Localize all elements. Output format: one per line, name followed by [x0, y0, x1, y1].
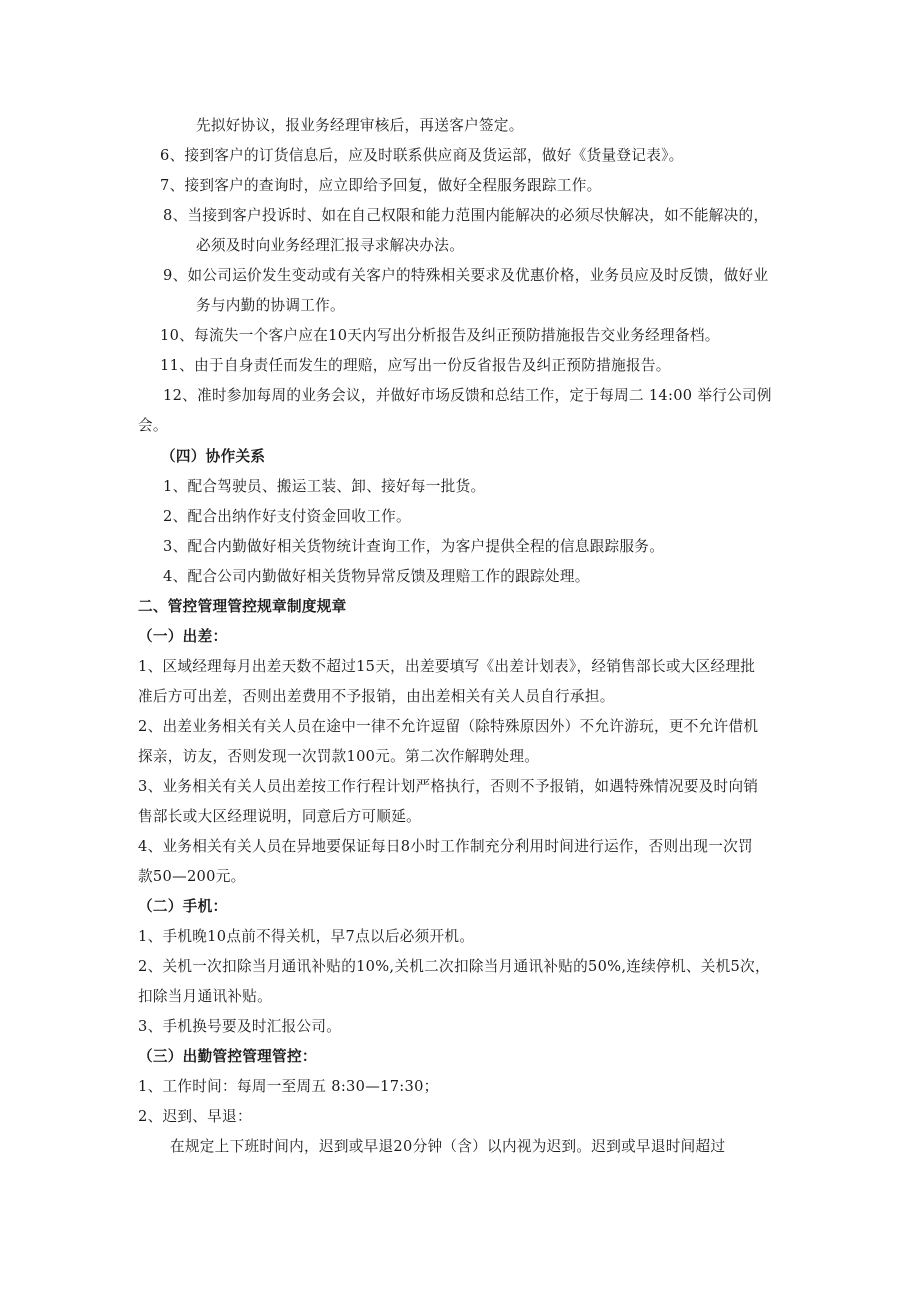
business-trip-line: 4、业务相关有关人员在异地要保证每日8小时工作制充分利用时间进行运作，否则出现一次罚	[138, 838, 753, 855]
business-trip-heading: （一）出差：	[138, 628, 228, 645]
cooperation-heading: （四）协作关系	[161, 448, 266, 465]
duty-item-9: 9、如公司运价发生变动或有关客户的特殊相关要求及优惠价格，业务员应及时反馈，做好业	[163, 267, 769, 284]
duty-item-6: 6、接到客户的订货信息后，应及时联系供应商及货运部，做好《货量登记表》。	[160, 147, 684, 164]
business-trip-line: 1、区域经理每月出差天数不超过15天，出差要填写《出差计划表》，经销售部长或大区经理批	[138, 658, 756, 675]
section2-heading: 二、管控管理管控规章制度规章	[138, 598, 347, 615]
attendance-line: 在规定上下班时间内，迟到或早退20分钟（含）以内视为迟到。迟到或早退时间超过	[170, 1138, 726, 1155]
duty-item-11: 11、由于自身责任而发生的理赔，应写出一份反省报告及纠正预防措施报告。	[160, 357, 671, 374]
cooperation-item: 2、配合出纳作好支付资金回收工作。	[163, 508, 411, 525]
cooperation-item: 3、配合内勤做好相关货物统计查询工作，为客户提供全程的信息跟踪服务。	[163, 538, 665, 555]
phone-line: 1、手机晚10点前不得关机，早7点以后必须开机。	[138, 928, 475, 945]
attendance-heading: （三）出勤管控管理管控：	[138, 1048, 317, 1065]
duty-item-10: 10、每流失一个客户应在10天内写出分析报告及纠正预防措施报告交业务经理备档。	[160, 327, 720, 344]
intro-line: 先拟好协议，报业务经理审核后，再送客户签定。	[196, 117, 524, 134]
phone-line: 2、关机一次扣除当月通讯补贴的10%,关机二次扣除当月通讯补贴的50%,连续停机、关机5次，	[138, 958, 770, 975]
business-trip-line: 2、出差业务相关有关人员在途中一律不允许逗留（除特殊原因外）不允许游玩，更不允许借机	[138, 718, 759, 735]
duty-item-9-cont: 务与内勤的协调工作。	[196, 297, 345, 314]
business-trip-line: 售部长或大区经理说明，同意后方可顺延。	[138, 808, 421, 825]
business-trip-line: 款50—200元。	[138, 868, 246, 885]
cooperation-item: 4、配合公司内勤做好相关货物异常反馈及理赔工作的跟踪处理。	[163, 568, 590, 585]
duty-item-8-cont: 必须及时向业务经理汇报寻求解决办法。	[196, 237, 465, 254]
attendance-line: 1、工作时间：每周一至周五 8:30—17:30；	[138, 1078, 439, 1095]
business-trip-line: 探亲，访友，否则发现一次罚款100元。第二次作解聘处理。	[138, 748, 540, 765]
business-trip-line: 3、业务相关有关人员出差按工作行程计划严格执行，否则不予报销，如遇特殊情况要及时向销	[138, 778, 759, 795]
duty-item-12: 12、准时参加每周的业务会议，并做好市场反馈和总结工作，定于每周二 14:00 举行公司例	[163, 387, 772, 404]
phone-line: 3、手机换号要及时汇报公司。	[138, 1018, 342, 1035]
cooperation-item: 1、配合驾驶员、搬运工装、卸、接好每一批货。	[163, 478, 486, 495]
duty-item-8: 8、当接到客户投诉时、如在自己权限和能力范围内能解决的必须尽快解决，如不能解决的，	[163, 207, 769, 224]
duty-item-12-cont: 会。	[138, 417, 168, 434]
attendance-line: 2、迟到、早退：	[138, 1108, 252, 1125]
phone-heading: （二）手机：	[138, 898, 228, 915]
business-trip-line: 准后方可出差，否则出差费用不予报销，由出差相关有关人员自行承担。	[138, 688, 615, 705]
phone-line: 扣除当月通讯补贴。	[138, 988, 273, 1005]
duty-item-7: 7、接到客户的查询时，应立即给予回复，做好全程服务跟踪工作。	[160, 177, 602, 194]
